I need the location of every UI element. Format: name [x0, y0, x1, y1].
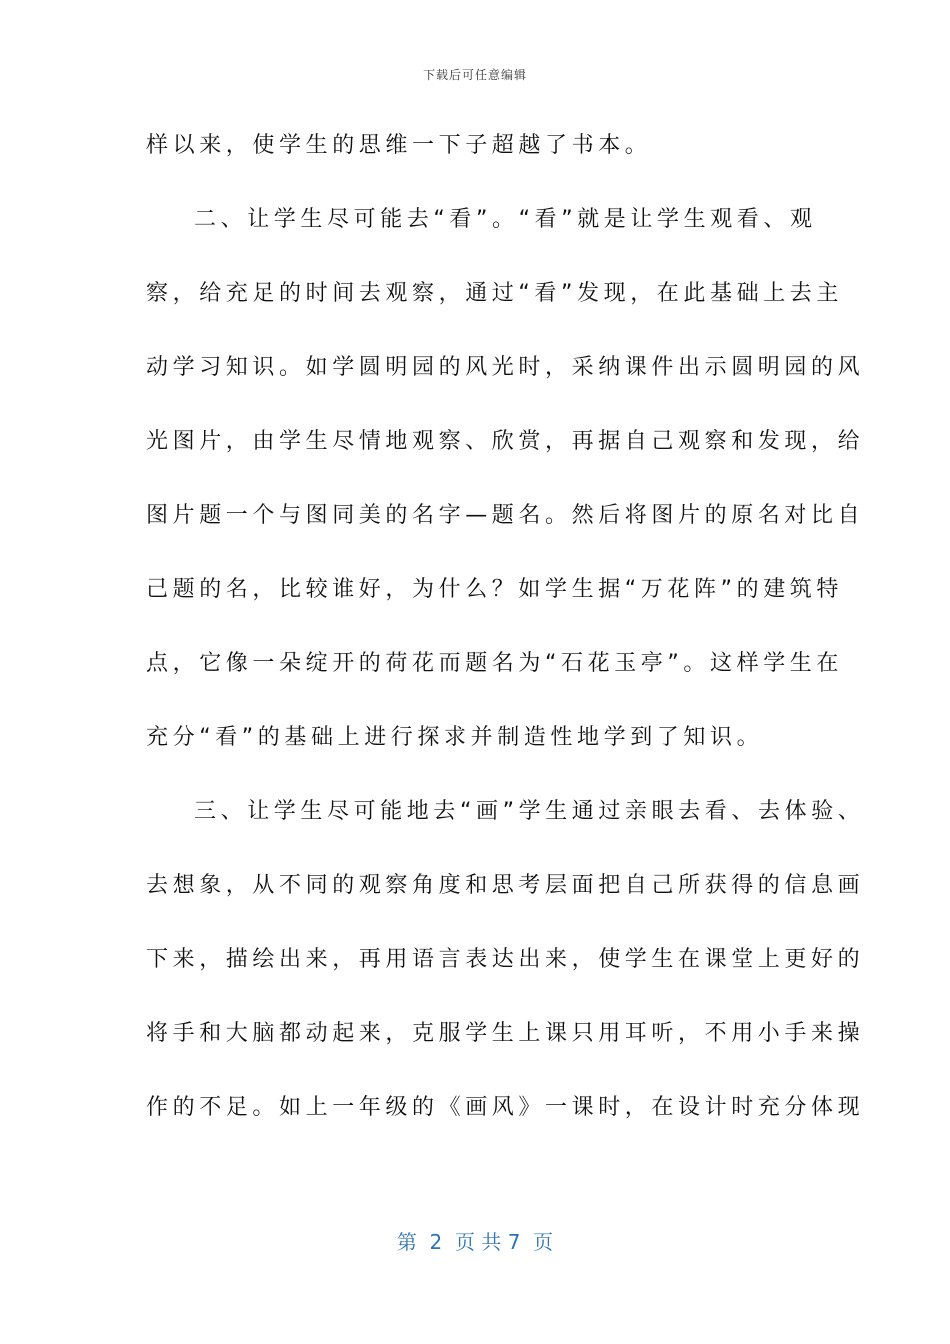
- text-line: 三、让学生尽可能地去“画”学生通过亲眼去看、去体验、: [194, 799, 865, 824]
- document-body: [146, 122, 865, 1158]
- text-line: 下来，描绘出来，再用语言表达出来，使学生在课堂上更好的: [146, 947, 865, 972]
- text-line: 样以来，使学生的思维一下子超越了书本。: [146, 133, 652, 158]
- page-number-footer: 第 2 页 共 7 页: [396, 1230, 554, 1254]
- text-line: 察，给充足的时间去观察，通过“看”发现，在此基础上去主: [146, 281, 843, 306]
- text-line: 去想象，从不同的观察角度和思考层面把自己所获得的信息画: [146, 873, 865, 898]
- text-line: 己题的名，比较谁好，为什么？如学生据“万花阵”的建筑特: [146, 577, 843, 602]
- text-line: 点，它像一朵绽开的荷花而题名为“石花玉亭”。这样学生在: [146, 651, 843, 676]
- text-line: 动学习知识。如学圆明园的风光时，采纳课件出示圆明园的风: [146, 355, 865, 380]
- text-line: 图片题一个与图同美的名字—题名。然后将图片的原名对比自: [146, 503, 865, 528]
- text-line: 二、让学生尽可能去“看”。“看”就是让学生观看、观: [194, 207, 817, 232]
- text-line: 作的不足。如上一年级的《画风》一课时，在设计时充分体现: [146, 1095, 865, 1120]
- page-header: 下载后可任意编辑: [422, 68, 527, 82]
- text-line: 充分“看”的基础上进行探求并制造性地学到了知识。: [146, 725, 764, 750]
- text-line: 光图片，由学生尽情地观察、欣赏，再据自己观察和发现，给: [146, 429, 865, 454]
- text-line: 将手和大脑都动起来，克服学生上课只用耳听，不用小手来操: [146, 1021, 865, 1046]
